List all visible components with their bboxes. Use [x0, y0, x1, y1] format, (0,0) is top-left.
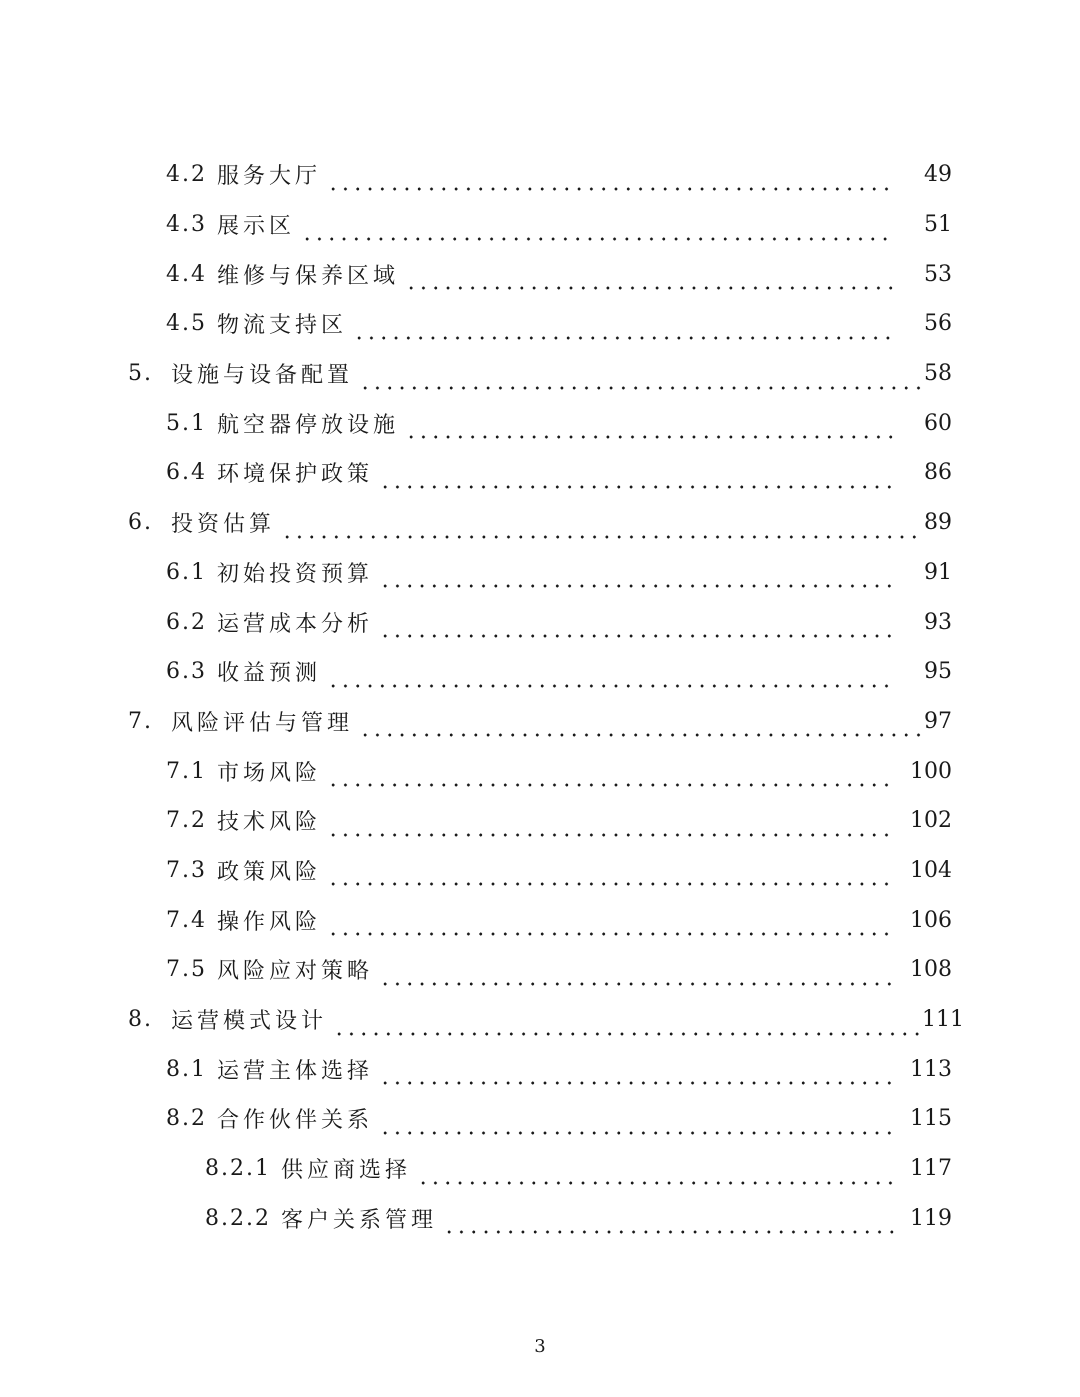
toc-entry-number: 8.2.1 [205, 1156, 271, 1182]
toc-entry-page: 100 [910, 758, 952, 784]
toc-entry-page: 56 [924, 311, 952, 337]
toc-entry-page: 117 [910, 1156, 952, 1182]
toc-entry-number: 5.1 [166, 410, 207, 436]
dot-leader [327, 816, 894, 838]
toc-entry-page: 119 [910, 1205, 952, 1231]
toc-entry-title: 政策风险 [217, 859, 322, 885]
toc-entry-title: 环境保护政策 [217, 462, 374, 488]
toc-chapter-entry[interactable] [0, 697, 1080, 747]
toc-entry-number: 7.2 [166, 808, 207, 834]
dot-leader [327, 667, 894, 689]
toc-entry-title: 运营成本分析 [217, 611, 374, 637]
toc-entry-number: 6.3 [166, 659, 207, 685]
toc-entry-page: 106 [910, 907, 952, 933]
toc-entry-number: 4.3 [166, 212, 207, 238]
toc-entry-title: 航空器停放设施 [217, 412, 400, 438]
toc-entry-title: 收益预测 [217, 661, 322, 687]
toc-entry[interactable] [0, 548, 1080, 598]
toc-entry-page: 89 [924, 510, 952, 536]
toc-entry-title: 初始投资预算 [217, 561, 374, 587]
toc-entry-number: 6.4 [166, 460, 207, 486]
toc-entry[interactable] [0, 945, 1080, 995]
toc-entry-number: 7.4 [166, 907, 207, 933]
dot-leader [301, 220, 894, 242]
toc-entry-title: 服务大厅 [217, 164, 322, 190]
toc-entry-page: 104 [910, 857, 952, 883]
toc-entry-number: 5. [128, 361, 153, 387]
dot-leader [405, 418, 894, 440]
toc-entry[interactable] [0, 1044, 1080, 1094]
toc-entry-page: 113 [910, 1056, 952, 1082]
toc-entry-title: 运营模式设计 [171, 1009, 328, 1035]
toc-entry-number: 6.1 [166, 559, 207, 585]
toc-entry-page: 49 [924, 162, 952, 188]
dot-leader [379, 965, 894, 987]
toc-entry-title: 设施与设备配置 [171, 363, 354, 389]
toc-entry-title: 市场风险 [217, 760, 322, 786]
toc-entry-number: 8. [128, 1007, 153, 1033]
dot-leader [379, 468, 894, 490]
toc-entry-page: 102 [910, 808, 952, 834]
toc-entry[interactable] [0, 746, 1080, 796]
toc-entry[interactable] [0, 249, 1080, 299]
dot-leader [405, 269, 894, 291]
toc-entry-page: 86 [924, 460, 952, 486]
toc-entry-number: 7.3 [166, 857, 207, 883]
toc-entry[interactable] [0, 200, 1080, 250]
table-of-contents [0, 150, 1080, 1243]
dot-leader [327, 865, 894, 887]
dot-leader [281, 518, 922, 540]
toc-entry[interactable] [0, 597, 1080, 647]
toc-entry-title: 物流支持区 [217, 313, 348, 339]
dot-leader [379, 567, 894, 589]
toc-entry-page: 108 [910, 957, 952, 983]
toc-entry[interactable] [0, 448, 1080, 498]
toc-entry-title: 维修与保养区域 [217, 263, 400, 289]
toc-entry-number: 7. [128, 708, 153, 734]
toc-entry[interactable] [0, 1144, 1080, 1194]
toc-entry[interactable] [0, 1193, 1080, 1243]
toc-entry-page: 95 [924, 659, 952, 685]
toc-entry[interactable] [0, 647, 1080, 697]
dot-leader [327, 915, 894, 937]
toc-entry-title: 操作风险 [217, 909, 322, 935]
toc-entry-page: 53 [924, 261, 952, 287]
dot-leader [327, 170, 894, 192]
toc-entry-number: 7.5 [166, 957, 207, 983]
toc-entry-number: 7.1 [166, 758, 207, 784]
toc-entry-title: 技术风险 [217, 810, 322, 836]
dot-leader [359, 716, 922, 738]
toc-entry-page: 58 [924, 361, 952, 387]
toc-entry-title: 投资估算 [171, 512, 276, 538]
toc-entry-number: 8.1 [166, 1056, 207, 1082]
toc-entry-number: 6.2 [166, 609, 207, 635]
toc-entry[interactable] [0, 846, 1080, 896]
toc-entry-number: 4.2 [166, 162, 207, 188]
toc-entry-number: 4.4 [166, 261, 207, 287]
dot-leader [379, 617, 894, 639]
dot-leader [333, 1015, 922, 1037]
toc-chapter-entry[interactable] [0, 349, 1080, 399]
toc-entry[interactable] [0, 796, 1080, 846]
toc-entry[interactable] [0, 895, 1080, 945]
toc-entry-number: 8.2.2 [205, 1205, 271, 1231]
toc-entry-page: 51 [924, 212, 952, 238]
toc-entry-title: 合作伙伴关系 [217, 1108, 374, 1134]
dot-leader [417, 1164, 894, 1186]
toc-entry-number: 8.2 [166, 1106, 207, 1132]
toc-entry-number: 4.5 [166, 311, 207, 337]
dot-leader [359, 369, 922, 391]
toc-entry-title: 展示区 [217, 214, 296, 240]
toc-entry-page: 91 [924, 559, 952, 585]
dot-leader [379, 1064, 894, 1086]
toc-entry[interactable] [0, 299, 1080, 349]
toc-chapter-entry[interactable] [0, 498, 1080, 548]
toc-entry-title: 风险应对策略 [217, 959, 374, 985]
toc-entry-page: 97 [924, 708, 952, 734]
dot-leader [327, 766, 894, 788]
toc-entry-title: 供应商选择 [280, 1158, 411, 1184]
toc-entry-page: 60 [924, 410, 952, 436]
toc-entry[interactable] [0, 1094, 1080, 1144]
toc-entry-page: 111 [922, 1007, 964, 1033]
toc-entry[interactable] [0, 150, 1080, 200]
dot-leader [353, 319, 894, 341]
toc-entry-page: 115 [910, 1106, 952, 1132]
toc-entry-title: 风险评估与管理 [171, 710, 354, 736]
dot-leader [379, 1114, 894, 1136]
toc-chapter-entry[interactable] [0, 995, 1080, 1045]
dot-leader [443, 1213, 894, 1235]
toc-entry-title: 客户关系管理 [280, 1207, 437, 1233]
toc-entry-title: 运营主体选择 [217, 1058, 374, 1084]
page-number: 3 [534, 1336, 546, 1357]
toc-entry[interactable] [0, 398, 1080, 448]
toc-entry-number: 6. [128, 510, 153, 536]
toc-entry-page: 93 [924, 609, 952, 635]
